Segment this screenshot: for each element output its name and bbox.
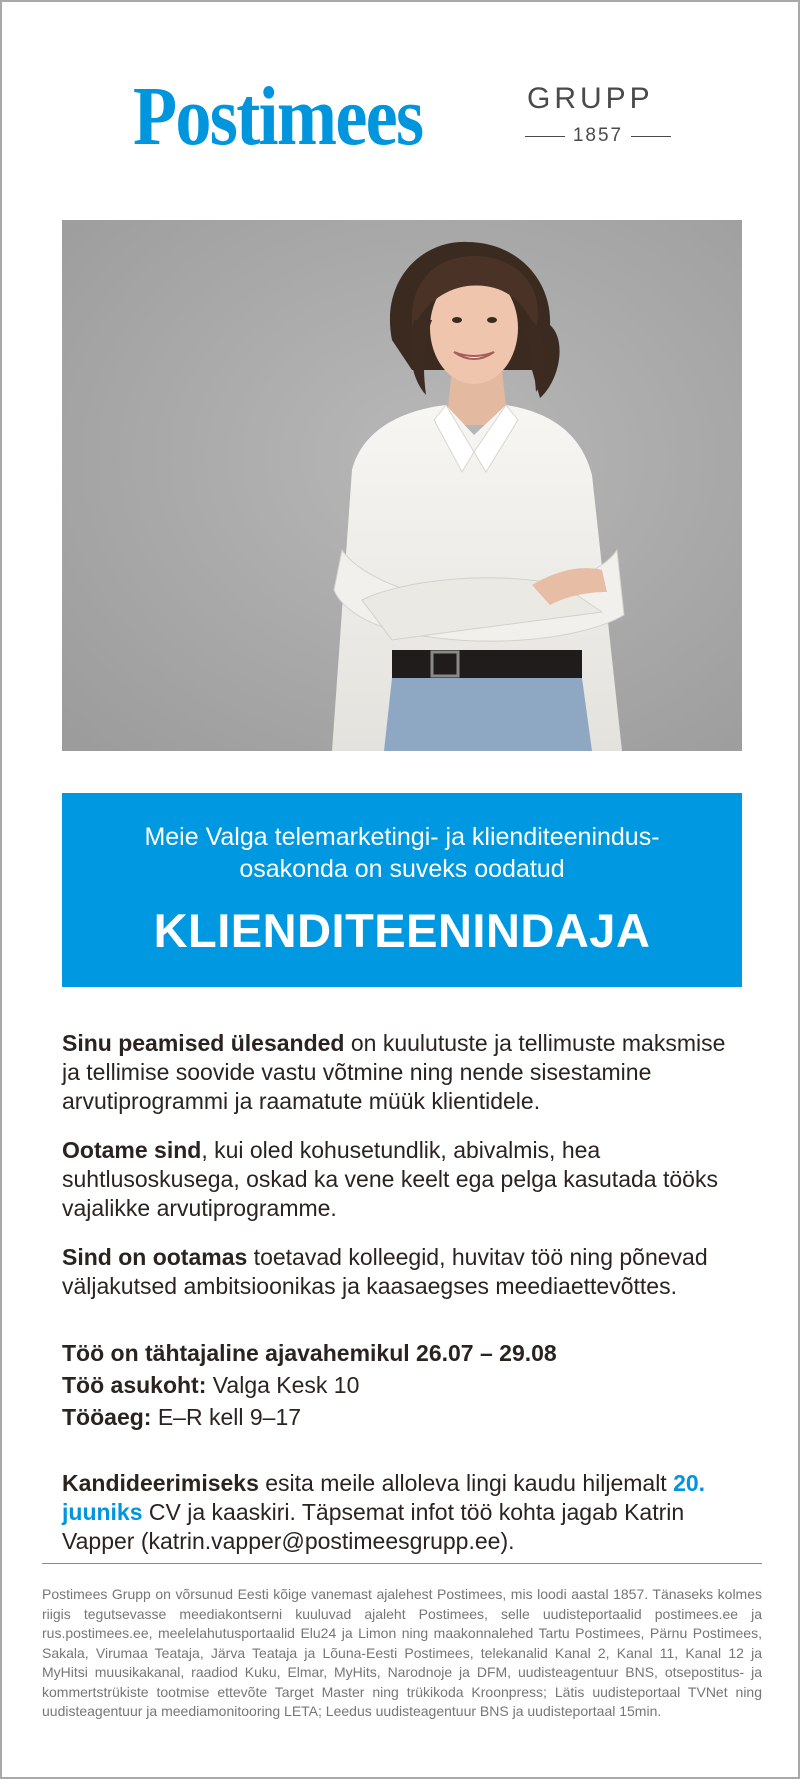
job-title: KLIENDITEENINDAJA: [153, 904, 651, 957]
logo-year: [525, 124, 671, 148]
offer-paragraph: [62, 1243, 744, 1301]
job-description: [62, 1029, 744, 1556]
apply-text-1: esita meile alloleva lingi kaudu hiljemalt: [258, 1470, 674, 1496]
requirements-paragraph: [62, 1136, 744, 1223]
apply-paragraph: [62, 1469, 744, 1556]
logo-year-text: 1857: [572, 125, 624, 146]
offer-heading: Sind on ootamas: [62, 1244, 248, 1270]
company-footer: Postimees Grupp on võrsunud Eesti kõige vanemast ajalehest Postimees, mis loodi aastal 1857. Tänaseks kolmes riigis tegutsevasse meediakontserni kuuluvad ajaleht Postimees, selle uudisteportaalid postimees.ee ja rus.postimees.ee, meelelahutusportaalid Elu24 ja Limon ning maakonnalehed Tartu Postimees, Pärnu Postimees, Sakala, Virumaa Teataja, Järva Teataja ja Lõuna-Eesti Postimees, telekanalid Kanal 2, Kanal 11, Kanal 12 ja MyHitsi muusikakanal, raadiod Kuku, Elmar, MyHits, Narodnoje ja DFM, uudisteagentuur BNS, otsepostitus- ja kommertstrükiste tootmise ettevõte Target Master ning trükikoda Kroonpress; Lätis uudisteportaal TVNet ning uudisteagentuur ja meediamonitooring LETA; Leedus uudisteagentuur BNS ja uudisteportaal 15min.: [42, 1586, 762, 1719]
logo-wordmark: Postimees: [133, 70, 423, 163]
job-location: [62, 1369, 744, 1401]
requirements-text: , kui oled kohusetundlik, abivalmis, hea suhtlusoskusega, oskad ka vene keelt ega pelga kasutada tööks vajalikke arvutiprogramme.: [62, 1137, 718, 1221]
banner-subtitle: Meie Valga telemarketingi- ja klienditeenindus-osakonda on suveks oodatud: [144, 823, 660, 883]
job-location-label: Töö asukoht:: [62, 1372, 207, 1398]
postimees-grupp-logo: [2, 72, 798, 162]
logo-grupp-text: GRUPP: [527, 82, 654, 115]
job-facts: [62, 1337, 744, 1433]
duties-text: on kuulutuste ja tellimuste maksmise ja tellimise soovide vastu võtmine ning nende sisestamine arvutiprogrammi ja raamatute müük klientidele.: [62, 1030, 726, 1114]
logo-rule-right: [631, 136, 671, 137]
job-period-text: Töö on tähtajaline ajavahemikul 26.07 – 29.08: [62, 1340, 557, 1366]
apply-text-2: CV ja kaaskiri. Täpsemat infot töö kohta jagab Katrin Vapper (katrin.vapper@postimeesgrupp.ee).: [62, 1499, 685, 1554]
footer-divider: [42, 1563, 762, 1564]
job-hours-value: E–R kell 9–17: [151, 1404, 302, 1430]
portrait-illustration: [62, 220, 742, 751]
job-period: [62, 1337, 744, 1369]
offer-text: toetavad kolleegid, huvitav töö ning põnevad väljakutsed ambitsioonikas ja kaasaegses meediaettevõttes.: [62, 1244, 708, 1299]
job-location-value: Valga Kesk 10: [206, 1372, 360, 1398]
duties-heading: Sinu peamised ülesanded: [62, 1030, 345, 1056]
apply-deadline: 20. juuniks: [62, 1470, 706, 1525]
logo-rule-left: [525, 136, 565, 137]
job-hours-label: Tööaeg:: [62, 1404, 152, 1430]
portrait-photo: [62, 220, 742, 751]
job-hours: [62, 1401, 744, 1433]
job-title-banner: [62, 793, 742, 987]
duties-paragraph: [62, 1029, 744, 1116]
apply-heading: Kandideerimiseks: [62, 1470, 259, 1496]
requirements-heading: Ootame sind: [62, 1137, 202, 1163]
